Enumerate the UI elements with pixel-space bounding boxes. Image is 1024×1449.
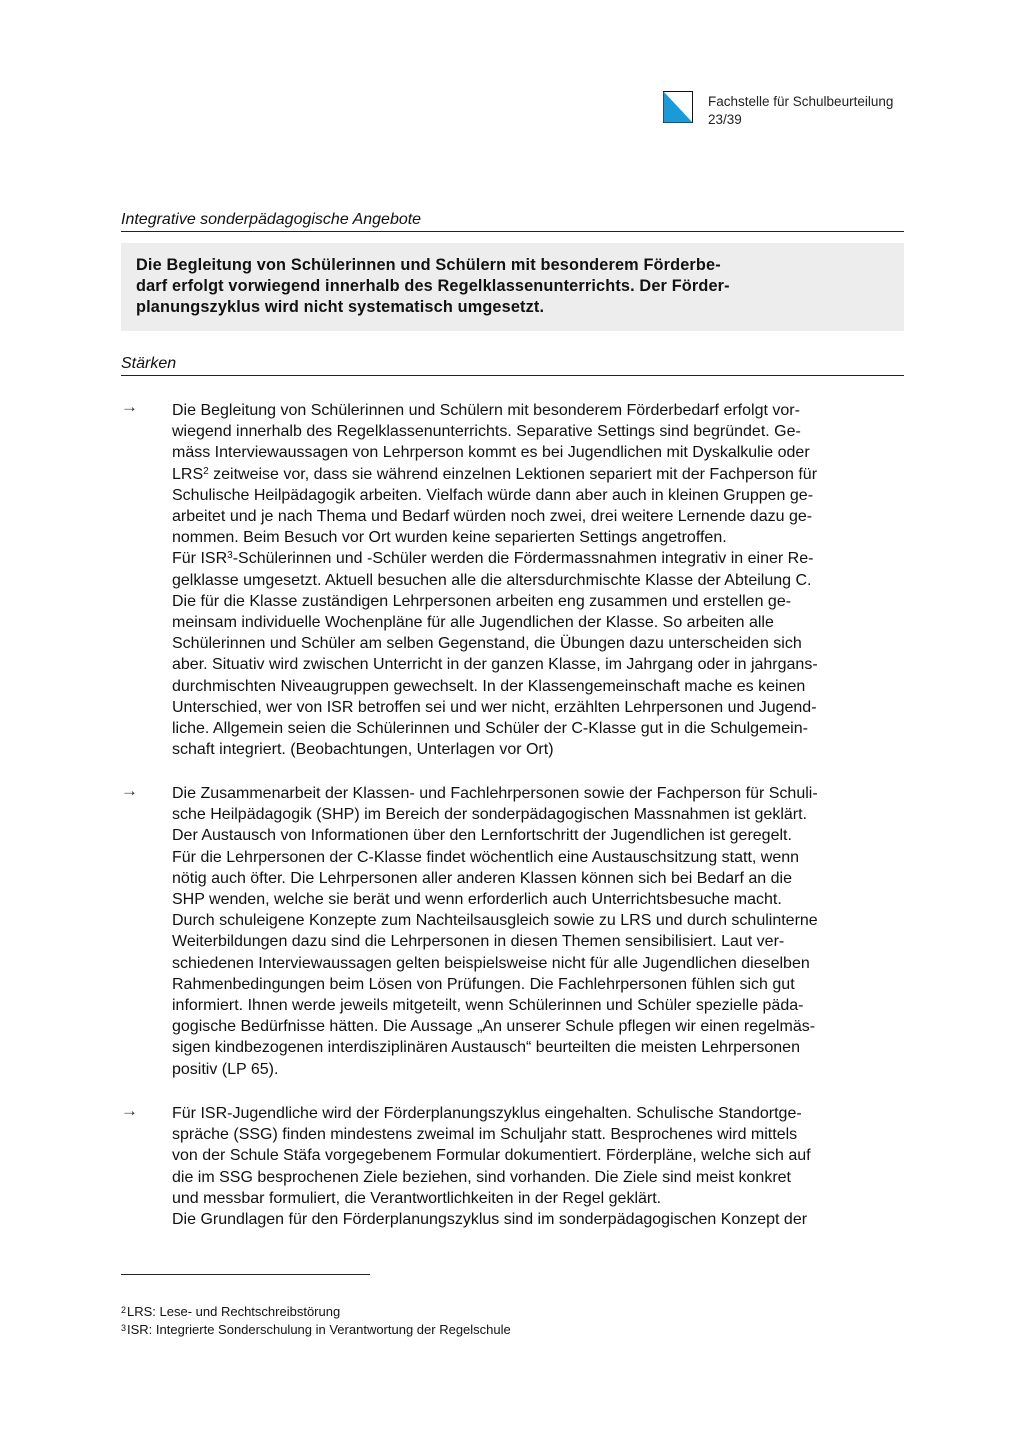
- text-line: von der Schule Stäfa vorgegebenem Formular dokumentiert. Förderpläne, welche sich auf: [172, 1147, 811, 1165]
- text-line: LRS$^2$ zeitweise vor, dass sie während einzelnen Lektionen separiert mit der Fachperson für: [172, 465, 818, 483]
- text-line: positiv (LP 65).: [172, 1060, 279, 1078]
- footnote-2: [121, 1302, 511, 1320]
- abbr-lrs: LRS: [172, 465, 204, 483]
- summary-line: Die Begleitung von Schülerinnen und Schülern mit besonderem Förderbe-: [136, 256, 721, 274]
- text-line: Rahmenbedingungen beim Lösen von Prüfungen. Die Fachlehrpersonen fühlen sich gut: [172, 975, 795, 993]
- text-line: arbeitet und je nach Thema und Bedarf würden noch zwei, drei weitere Lernende dazu ge-: [172, 508, 813, 526]
- text-line: Schulische Heilpädagogik arbeiten. Vielfach würde dann aber auch in kleinen Gruppen ge-: [172, 486, 814, 504]
- text-line: schiedenen Interviewaussagen gelten beispielsweise nicht für alle Jugendlichen dieselben: [172, 954, 810, 972]
- canton-logo: [663, 91, 693, 123]
- text-line: Unterschied, wer von ISR betroffen sei und wer nicht, erzählten Lehrpersonen und Jugend-: [172, 698, 817, 716]
- text-line: aber. Situativ wird zwischen Unterricht in der ganzen Klasse, im Jahrgang oder in jahrgans-: [172, 656, 818, 674]
- arrow-icon: →: [121, 1101, 138, 1120]
- footnotes: [121, 1302, 511, 1338]
- arrow-icon: →: [121, 397, 138, 416]
- footnote-text: LRS: Lese- und Rechtschreibstörung: [127, 1304, 341, 1319]
- footnote-number: 2: [121, 1305, 127, 1315]
- text-line: Für ISR-Jugendliche wird der Förderplanungszyklus eingehalten. Schulische Standortge-: [172, 1105, 802, 1122]
- text-line: nötig auch öfter. Die Lehrpersonen aller anderen Klassen können sich bei Bedarf an die: [172, 869, 792, 887]
- text-line: liche. Allgemein seien die Schülerinnen und Schüler der C-Klasse gut in die Schulgemein-: [172, 720, 808, 738]
- text-line: Die Zusammenarbeit der Klassen- und Fachlehrpersonen sowie der Fachperson für Schuli-: [172, 785, 818, 802]
- footnote-ref-3[interactable]: 3: [227, 550, 233, 562]
- text-line: gelklasse umgesetzt. Aktuell besuchen alle die altersdurchmischte Klasse der Abteilung C.: [172, 571, 812, 589]
- text-line: spräche (SSG) finden mindestens zweimal im Schuljahr statt. Besprochenes wird mittels: [172, 1126, 798, 1144]
- footnote-divider: [121, 1274, 370, 1275]
- text-line: gogische Bedürfnisse hätten. Die Aussage „An unserer Schule pflegen wir einen regelmäs-: [172, 1018, 816, 1036]
- footnote-text: ISR: Integrierte Sonderschulung in Verantwortung der Regelschule: [127, 1322, 511, 1337]
- text-line: Durch schuleigene Konzepte zum Nachteilsausgleich sowie zu LRS und durch schulinterne: [172, 912, 818, 930]
- bullet-paragraph-3: [172, 1103, 907, 1230]
- text-line: meinsam individuelle Wochenpläne für alle Jugendlichen der Klasse. So arbeiten alle: [172, 614, 774, 632]
- footnote-ref-2[interactable]: 2: [203, 465, 209, 477]
- text-line: wiegend innerhalb des Regelklassenunterrichts. Separative Settings sind begründet. Ge-: [172, 423, 801, 441]
- text-line: Die Begleitung von Schülerinnen und Schülern mit besonderem Förderbedarf erfolgt vor-: [172, 402, 800, 419]
- summary-line: darf erfolgt vorwiegend innerhalb des Regelklassenunterrichts. Der Förder-: [136, 277, 730, 295]
- text-line: Schülerinnen und Schüler am selben Gegenstand, die Übungen dazu unterscheiden sich: [172, 635, 802, 653]
- header-org: Fachstelle für Schulbeurteilung: [708, 94, 894, 109]
- bullet-paragraph-1: [172, 400, 907, 760]
- section-title-integrative: Integrative sonderpädagogische Angebote: [121, 210, 904, 232]
- arrow-icon: →: [121, 781, 138, 800]
- page-number: 23/39: [708, 112, 742, 127]
- text-line: Weiterbildungen dazu sind die Lehrpersonen in diesen Themen sensibilisiert. Laut ver-: [172, 933, 785, 951]
- text-line: Für ISR$^3$-Schülerinnen und -Schüler werden die Fördermassnahmen integrativ in einer Re-: [172, 550, 814, 568]
- text-line: sche Heilpädagogik (SHP) im Bereich der sonderpädagogischen Massnahmen ist geklärt.: [172, 806, 807, 824]
- text-line: Für die Lehrpersonen der C-Klasse findet wöchentlich eine Austauschsitzung statt, wenn: [172, 848, 800, 866]
- footnote-number: 3: [121, 1323, 127, 1333]
- text-line: nommen. Beim Besuch vor Ort wurden keine separierten Settings angetroffen.: [172, 529, 727, 547]
- text-line: durchmischten Niveaugruppen gewechselt. In der Klassengemeinschaft mache es keinen: [172, 677, 806, 695]
- text-line: Die Grundlagen für den Förderplanungszyklus sind im sonderpädagogischen Konzept der: [172, 1211, 808, 1229]
- text-line: sigen kindbezogenen interdisziplinären Austausch“ beurteilten die meisten Lehrpersonen: [172, 1039, 800, 1057]
- text-line: Der Austausch von Informationen über den Lernfortschritt der Jugendlichen ist geregelt.: [172, 827, 792, 845]
- header: [708, 93, 893, 129]
- text-line: schaft integriert. (Beobachtungen, Unterlagen vor Ort): [172, 741, 554, 759]
- text-line: mäss Interviewaussagen von Lehrperson kommt es bei Jugendlichen mit Dyskalkulie oder: [172, 444, 810, 462]
- text-line: informiert. Ihnen werde jeweils mitgeteilt, wenn Schülerinnen und Schüler spezielle päda-: [172, 997, 804, 1015]
- abbr-isr: Für ISR: [172, 550, 228, 568]
- section-title-staerken: Stärken: [121, 354, 904, 376]
- text-line: Die für die Klasse zuständigen Lehrpersonen arbeiten eng zusammen und erstellen ge-: [172, 592, 792, 610]
- text-line: die im SSG besprochenen Ziele beziehen, sind vorhanden. Die Ziele sind meist konkret: [172, 1168, 791, 1186]
- text-line: und messbar formuliert, die Verantwortlichkeiten in der Regel geklärt.: [172, 1189, 662, 1207]
- bullet-paragraph-2: [172, 783, 907, 1080]
- summary-line: planungszyklus wird nicht systematisch umgesetzt.: [136, 298, 545, 316]
- footnote-3: [121, 1320, 511, 1338]
- text-line: SHP wenden, welche sie berät und wenn erforderlich auch Unterrichtsbesuche macht.: [172, 891, 782, 909]
- summary-box: [121, 243, 904, 331]
